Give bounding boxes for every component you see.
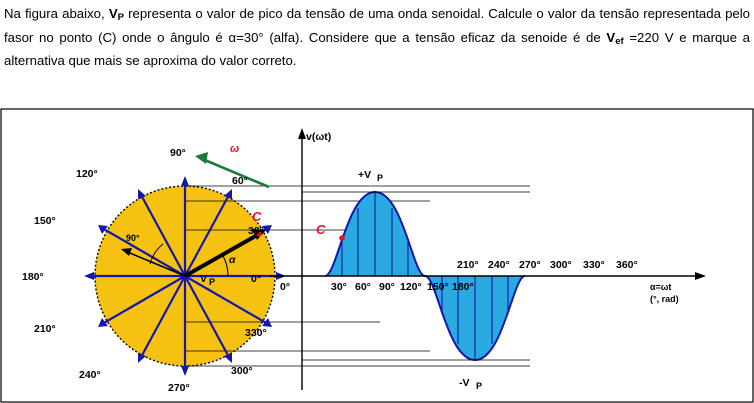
- x-tick-360: 360°: [616, 259, 638, 271]
- vp-symbol: V: [108, 6, 118, 21]
- question-text: [4, 4, 750, 71]
- x-axis-caption-1: α=ωt: [650, 282, 672, 292]
- angle-label-120: 120°: [76, 168, 98, 180]
- angle-label-330: 330°: [245, 327, 267, 339]
- vp-label-phasor-sub: P: [209, 277, 216, 287]
- question-part-2: representa o valor de pico da tensão de uma onda senoidal. Calcule o valor da tensão representada pelo fasor no ponto (C) onde o ângulo é α=30° (alfa). Considere que a tensão eficaz da senoide é de: [4, 6, 750, 45]
- waveform-point-c-label: C: [316, 222, 326, 237]
- angle-label-90: 90°: [170, 147, 186, 159]
- figure-svg: [0, 108, 754, 403]
- angle-label-0: 0°: [251, 273, 262, 285]
- angle-label-180: 180°: [22, 271, 44, 283]
- x-tick-60: 60°: [355, 281, 371, 293]
- peak-label-negative: -V: [459, 377, 470, 389]
- waveform-point-c-dot: [339, 235, 345, 241]
- vp-label-phasor: V: [200, 273, 208, 285]
- inner-label-90: 90°: [126, 233, 140, 243]
- x-tick-270: 270°: [519, 259, 541, 271]
- y-axis-label: v(ωt): [306, 131, 332, 143]
- figure-container: [0, 108, 754, 403]
- x-tick-180: 180°: [452, 281, 474, 293]
- angle-label-270: 270°: [168, 382, 190, 394]
- vef-symbol: V: [606, 29, 616, 45]
- x-tick-240: 240°: [488, 259, 510, 271]
- x-axis-caption-2: (°, rad): [650, 294, 679, 304]
- phasor-diagram: [22, 143, 530, 394]
- angle-label-210: 210°: [34, 323, 56, 335]
- angle-label-150: 150°: [34, 215, 56, 227]
- x-tick-210: 210°: [457, 259, 479, 271]
- origin-label: 0°: [280, 281, 291, 293]
- phasor-point-c-label: C: [252, 209, 262, 224]
- x-tick-330: 330°: [583, 259, 605, 271]
- vp-subscript: P: [117, 12, 124, 23]
- peak-label-positive: +V: [358, 169, 372, 181]
- omega-label: ω: [230, 143, 240, 155]
- vef-subscript: ef: [615, 35, 624, 47]
- x-tick-90: 90°: [379, 281, 395, 293]
- angle-label-300: 300°: [231, 365, 253, 377]
- angle-label-60: 60°: [232, 175, 248, 187]
- question-part-3: =220 V e marque a alternativa que mais se aproxima do valor correto.: [4, 29, 751, 68]
- alpha-label: α: [229, 254, 236, 266]
- x-tick-300: 300°: [550, 259, 572, 271]
- x-tick-30: 30°: [331, 281, 347, 293]
- peak-label-negative-sub: P: [476, 381, 483, 391]
- angle-label-240: 240°: [79, 369, 101, 381]
- peak-label-positive-sub: P: [377, 173, 384, 183]
- x-tick-120: 120°: [400, 281, 422, 293]
- waveform-plot: [270, 128, 706, 391]
- angle-label-30: 30°: [248, 225, 264, 237]
- x-tick-150: 150°: [427, 281, 449, 293]
- question-part-1: Na figura abaixo,: [4, 6, 109, 21]
